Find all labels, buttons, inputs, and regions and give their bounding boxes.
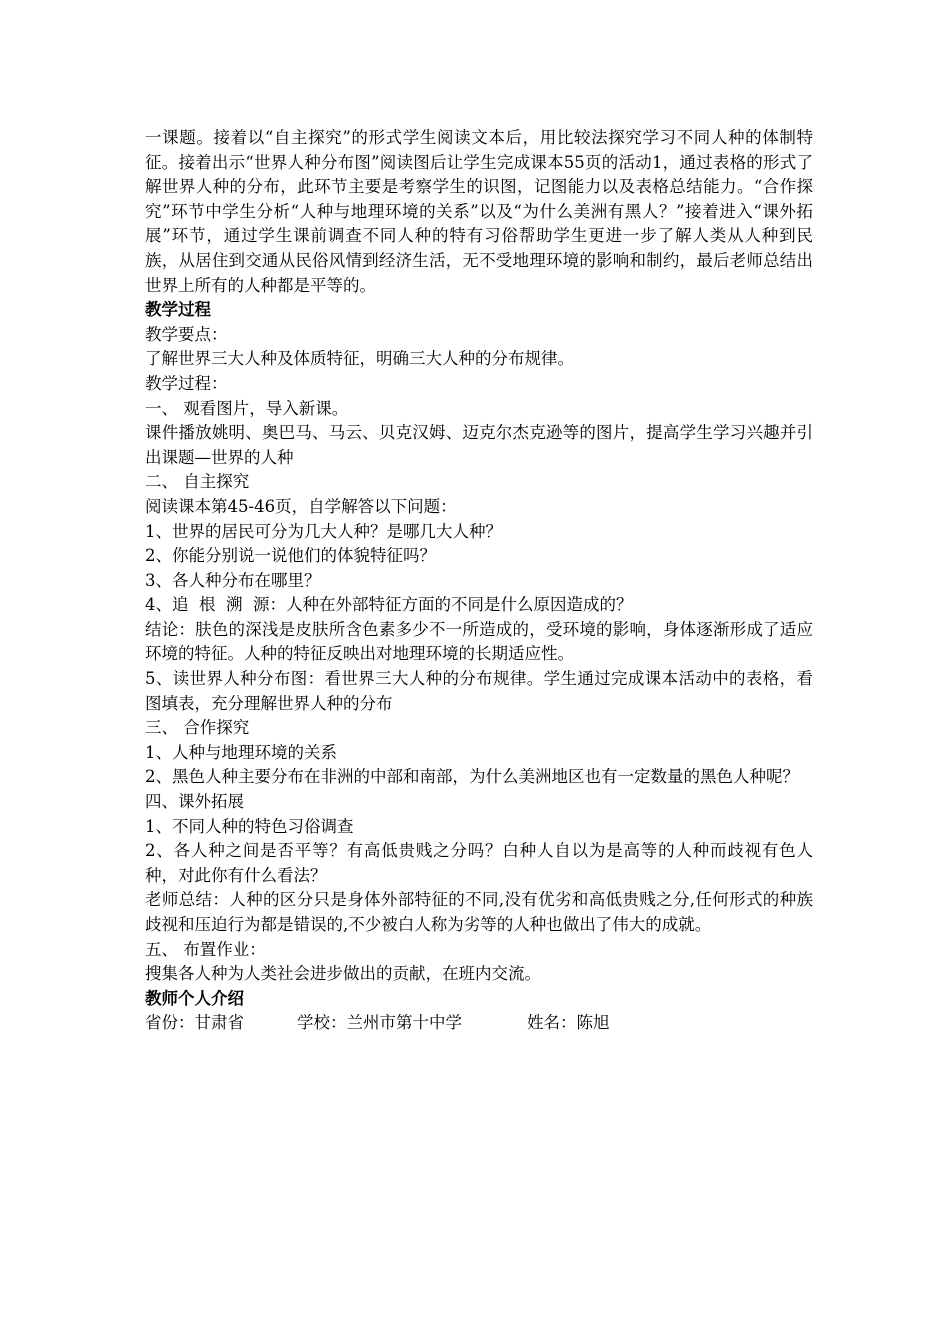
section2-question-3: 3、各人种分布在哪里？ xyxy=(145,570,321,590)
section4-question-1: 1、不同人种的特色习俗调查 xyxy=(145,816,354,836)
teacher-name: 姓名：陈旭 xyxy=(527,1013,610,1033)
section2-question-5: 5、读世界人种分布图：看世界三大人种的分布规律。学生通过完成课本活动中的表格，看图填表，充分理解世界人种的分布 xyxy=(145,669,813,713)
teacher-school: 学校：兰州市第十中学 xyxy=(297,1013,462,1033)
section3-question-2: 2、黑色人种主要分布在非洲的中部和南部，为什么美洲地区也有一定数量的黑色人种呢？ xyxy=(145,767,799,787)
section4-title: 四、课外拓展 xyxy=(145,792,244,812)
teacher-province: 省份：甘肃省 xyxy=(145,1013,244,1033)
section2-question-4: 4、追 根 溯 源：人种在外部特征方面的不同是什么原因造成的？ xyxy=(145,595,633,615)
section2-question-2: 2、你能分别说一说他们的体貌特征吗？ xyxy=(145,546,436,566)
section5-text: 搜集各人种为人类社会进步做出的贡献，在班内交流。 xyxy=(145,964,541,984)
process-label: 教学过程： xyxy=(145,373,228,393)
section5-title: 五、 布置作业： xyxy=(145,939,266,959)
section2-question-1: 1、世界的居民可分为几大人种？是哪几大人种？ xyxy=(145,521,502,541)
key-points-text: 了解世界三大人种及体质特征，明确三大人种的分布规律。 xyxy=(145,349,574,369)
section2-conclusion: 结论：肤色的深浅是皮肤所含色素多少不一所造成的，受环境的影响，身体逐渐形成了适应环境的特征。人种的特征反映出对地理环境的长期适应性。 xyxy=(145,619,813,664)
key-points-label: 教学要点： xyxy=(145,324,228,344)
document-page xyxy=(145,126,813,1036)
section1-title: 一、 观看图片，导入新课。 xyxy=(145,398,349,418)
section1-text: 课件播放姚明、奥巴马、马云、贝克汉姆、迈克尔杰克逊等的图片，提高学生学习兴趣并引出课题—世界的人种 xyxy=(145,423,813,467)
section2-intro: 阅读课本第45-46页，自学解答以下问题： xyxy=(145,496,457,516)
section3-title: 三、 合作探究 xyxy=(145,718,250,738)
teacher-info-row xyxy=(145,1011,813,1036)
teacher-intro-heading: 教师个人介绍 xyxy=(145,988,244,1008)
section4-summary: 老师总结：人种的区分只是身体外部特征的不同,没有优劣和高低贵贱之分,任何形式的种族歧视和压迫行为都是错误的,不少被白人称为劣等的人种也做出了伟大的成就。 xyxy=(145,890,813,934)
section2-title: 二、 自主探究 xyxy=(145,472,250,492)
teaching-process-heading: 教学过程 xyxy=(145,300,211,320)
section3-question-1: 1、人种与地理环境的关系 xyxy=(145,742,337,762)
section4-question-2: 2、各人种之间是否平等？有高低贵贱之分吗？白种人自以为是高等的人种而歧视有色人种，对此你有什么看法？ xyxy=(145,841,813,885)
intro-paragraph: 一课题。接着以“自主探究”的形式学生阅读文本后，用比较法探究学习不同人种的体制特征。接着出示“世界人种分布图”阅读图后让学生完成课本55页的活动1，通过表格的形式了解世界人种的分布，此环节主要是考察学生的识图，记图能力以及表格总结能力。“合作探究”环节中学生分析“人种与地理环境的关系”以及“为什么美洲有黑人？”接着进入“课外拓展”环节，通过学生课前调查不同人种的特有习俗帮助学生更进一步了解人类从人种到民族，从居住到交通从民俗风情到经济生活，无不受地理环境的影响和制约，最后老师总结出世界上所有的人种都是平等的。 xyxy=(145,128,813,295)
